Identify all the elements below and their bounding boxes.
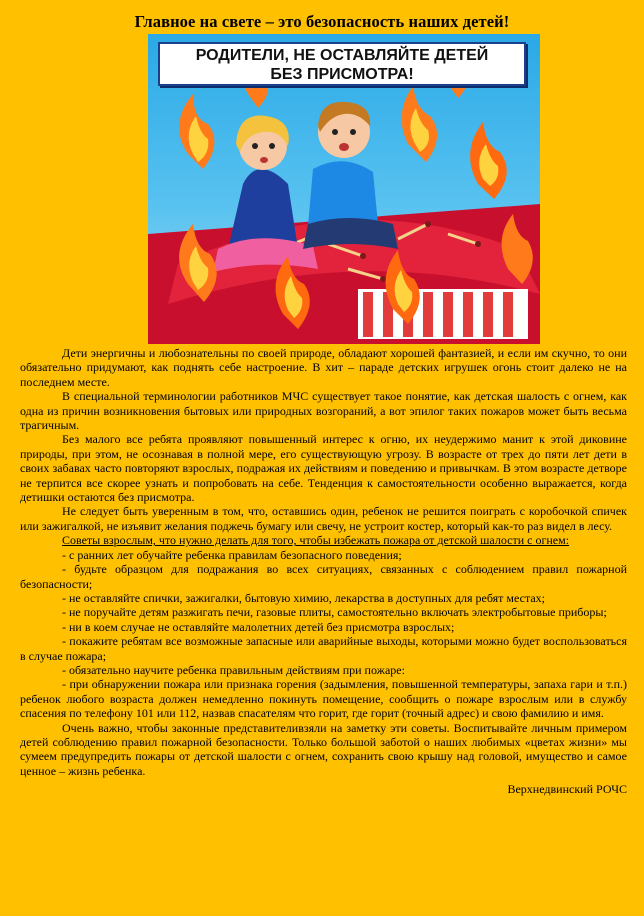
- paragraph: Дети энергичны и любознательны по своей природе, обладают хорошей фантазией, и если им скучно, то они обязательно придумают, как поднять себе настроение. В хит – параде детских игрушек огонь стоит далеко не на последнем месте.: [20, 346, 627, 389]
- page-title: Главное на свете – это безопасность наших детей!: [134, 12, 510, 31]
- poster-illustration: [148, 34, 540, 344]
- tip-item: - будьте образцом для подражания во всех ситуациях, связанных с соблюдением правил пожарной безопасности;: [20, 562, 627, 591]
- tip-item: - обязательно научите ребенка правильным действиям при пожаре:: [62, 662, 405, 677]
- banner-line-2: БЕЗ ПРИСМОТРА!: [270, 66, 414, 83]
- tip-item: - с ранних лет обучайте ребенка правилам безопасного поведения;: [62, 547, 402, 562]
- paragraph: Не следует быть уверенным в том, что, оставшись один, ребенок не решится поиграть с коробочкой спичек или зажигалкой, не изъявит желания поджечь бумагу или свечу, не устроит костер, который как-то раз видел в лесу.: [20, 504, 627, 533]
- tips-heading: Советы взрослым, что нужно делать для того, чтобы избежать пожара от детской шалости с огнем:: [62, 533, 570, 548]
- tip-item: - ни в коем случае не оставляйте малолетних детей без присмотра взрослых;: [62, 619, 455, 634]
- signature: Верхнедвинский РОЧС: [507, 782, 627, 797]
- tip-item: - не поручайте детям разжигать печи, газовые плиты, самостоятельно включать электробытовые приборы;: [62, 605, 607, 620]
- closing-paragraph: Очень важно, чтобы законные представителивзяли на заметку эти советы. Воспитывайте личным примером детей соблюдению правил пожарной безопасности. Только большой заботой о наших любимых «цветах жизни» мы сумеем предупредить пожары от детской шалости с огнем, сохранить свою крышу над головой, имущество и самое ценное – жизнь ребенка.: [20, 720, 627, 778]
- tip-item: - покажите ребятам все возможные запасные или аварийные выходы, которыми можно будет воспользоваться в случае пожара;: [20, 634, 627, 663]
- tip-item: - при обнаружении пожара или признака горения (задымления, повышенной температуры, запаха гари и т.п.) ребенок любого возраста должен немедленно покинуть помещение, сообщить о пожаре взрослым или в службу спасения по телефону 101 или 112, назвав спасателям что горит, где горит (точный адрес) и свою фамилию и имя.: [20, 677, 627, 721]
- paragraph: Без малого все ребята проявляют повышенный интерес к огню, их неудержимо манит к этой диковине природы, при этом, не осознавая в полной мере, его существующую угрозу. В возрасте от трех до пяти лет дети в своих забавах часто повторяют взрослых, подражая их действиям и поведению и привычкам. В этом возрасте детворе не терпится все скорее узнать и попробовать на себе. Тенденция к самостоятельности особенно выражается, когда детишки остаются без присмотра.: [20, 432, 627, 505]
- tip-item: - не оставляйте спички, зажигалки, бытовую химию, лекарства в доступных для ребят местах;: [62, 590, 545, 605]
- article-body: [20, 346, 627, 797]
- poster-banner: [158, 42, 526, 86]
- paragraph: В специальной терминологии работников МЧС существует такое понятие, как детская шалость с огнем, как одна из причин возникновения бытовых или природных возгораний, а вот эпилог таких пожаров может быть весьма трагичным.: [20, 389, 627, 433]
- banner-line-1: РОДИТЕЛИ, НЕ ОСТАВЛЯЙТЕ ДЕТЕЙ: [195, 47, 489, 64]
